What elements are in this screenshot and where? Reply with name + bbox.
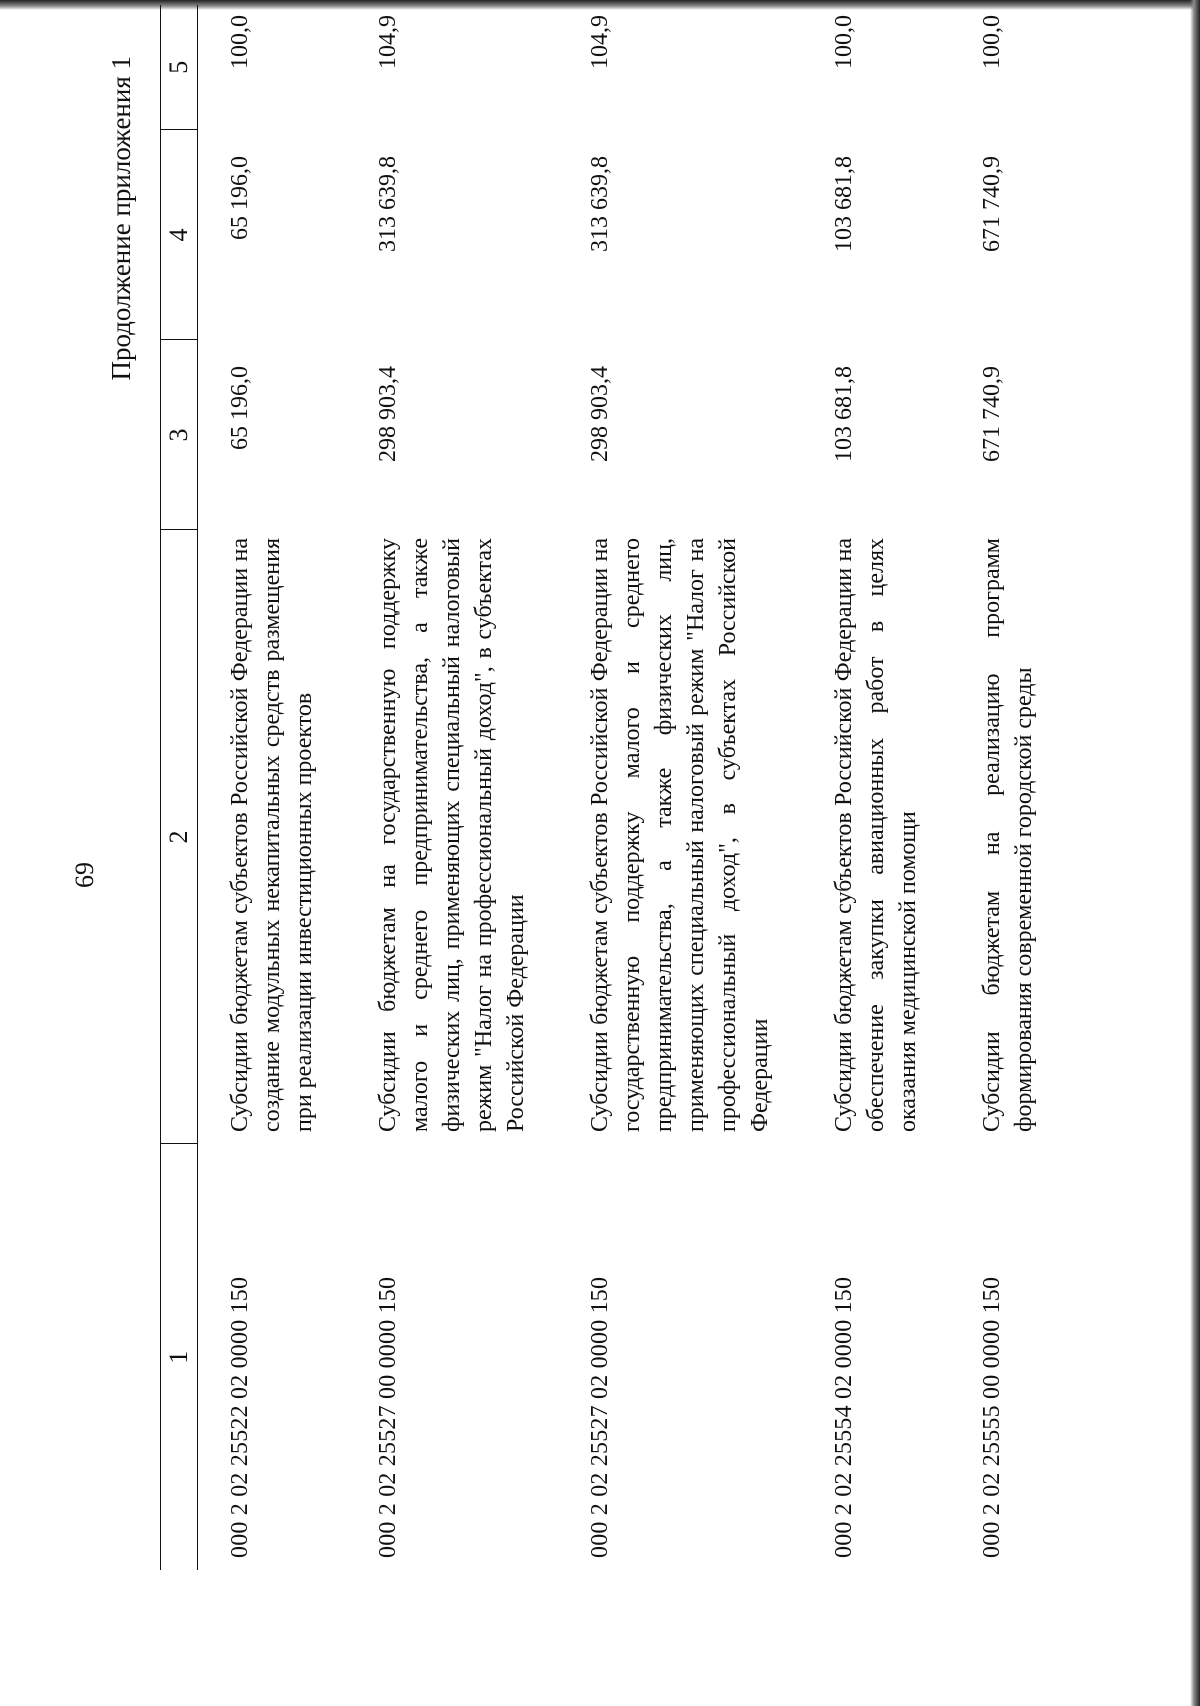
continuation-label: Продолжение приложения 1 xyxy=(106,56,136,381)
budget-code: 000 2 02 25555 00 0000 150 xyxy=(979,1276,1005,1558)
budget-code: 000 2 02 25522 02 0000 150 xyxy=(227,1276,253,1558)
value-col3: 65 196,0 xyxy=(227,366,253,450)
page-number: 69 xyxy=(70,862,99,888)
budget-code: 000 2 02 25527 00 0000 150 xyxy=(375,1276,401,1558)
revenue-name: Субсидии бюджетам субъектов Российской Федерации на государственную поддержку малого и среднего предпринимательства, а также физических лиц, применяющих специальный налоговый режим "Налог на профессиональный доход", в субъектах Российской Федерации xyxy=(587,538,773,1132)
value-col5: 100,0 xyxy=(979,15,1005,69)
revenue-name: Субсидии бюджетам субъектов Российской Федерации на создание модульных некапитальных средств размещения при реализации инвестиционных проектов xyxy=(227,538,317,1132)
value-col4: 65 196,0 xyxy=(227,156,253,240)
table-row xyxy=(198,5,347,1570)
revenue-name: Субсидии бюджетам на государственную поддержку малого и среднего предпринимательства, а также физических лиц, применяющих специальный налоговый режим "Налог на профессиональный доход", в субъектах Российской Федерации xyxy=(375,538,529,1132)
value-col4: 313 639,8 xyxy=(375,156,401,252)
value-col3: 671 740,9 xyxy=(979,366,1005,462)
value-col3: 103 681,8 xyxy=(831,366,857,462)
revenue-name: Субсидии бюджетам на реализацию программ формирования современной городской среды xyxy=(979,538,1037,1132)
value-col4: 671 740,9 xyxy=(979,156,1005,252)
revenue-name: Субсидии бюджетам субъектов Российской Федерации на обеспечение закупки авиационных работ в целях оказания медицинской помощи xyxy=(831,538,921,1132)
value-col4: 313 639,8 xyxy=(587,156,613,252)
value-col5: 100,0 xyxy=(831,15,857,69)
budget-table xyxy=(160,5,1066,1570)
value-col5: 104,9 xyxy=(587,15,613,69)
column-header-1: 1 xyxy=(161,1144,198,1570)
budget-code: 000 2 02 25527 02 0000 150 xyxy=(587,1276,613,1558)
table-header xyxy=(161,5,198,1570)
column-header-4: 4 xyxy=(161,130,198,340)
value-col5: 104,9 xyxy=(375,15,401,69)
value-col3: 298 903,4 xyxy=(587,366,613,462)
table-row xyxy=(558,5,802,1570)
value-col5: 100,0 xyxy=(227,15,253,69)
column-header-2: 2 xyxy=(161,530,198,1144)
table-row xyxy=(950,5,1066,1570)
value-col3: 298 903,4 xyxy=(375,366,401,462)
value-col4: 103 681,8 xyxy=(831,156,857,252)
table-row xyxy=(802,5,950,1570)
column-header-3: 3 xyxy=(161,340,198,530)
table-row xyxy=(346,5,558,1570)
column-header-5: 5 xyxy=(161,5,198,130)
budget-code: 000 2 02 25554 02 0000 150 xyxy=(831,1276,857,1558)
